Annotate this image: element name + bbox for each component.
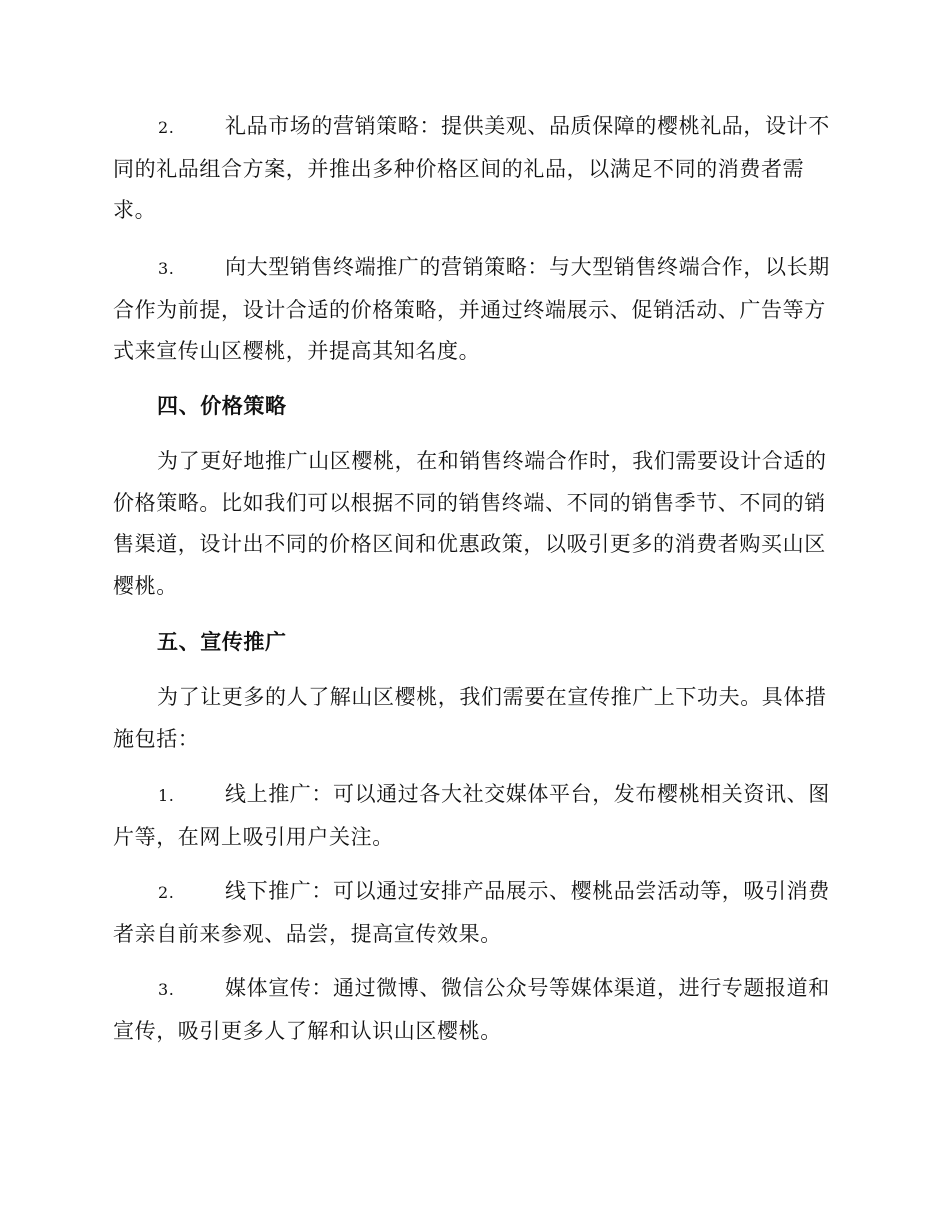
list-item-text: 媒体宣传：通过微博、微信公众号等媒体渠道，进行专题报道和宣传，吸引更多人了解和认识山区樱桃。 [113, 976, 830, 1043]
paragraph-promotion: 为了让更多的人了解山区樱桃，我们需要在宣传推广上下功夫。具体措施包括： [113, 685, 827, 751]
paragraph-pricing: 为了更好地推广山区樱桃，在和销售终端合作时，我们需要设计合适的价格策略。比如我们可以根据不同的销售终端、不同的销售季节、不同的销售渠道，设计出不同的价格区间和优惠政策，以吸引更多的消费者购买山区樱桃。 [113, 449, 827, 598]
list-item-text: 礼品市场的营销策略：提供美观、品质保障的樱桃礼品，设计不同的礼品组合方案，并推出多种价格区间的礼品，以满足不同的消费者需求。 [113, 114, 830, 222]
section-heading-pricing: 四、价格策略 [157, 393, 287, 418]
list-item-online-promotion [113, 774, 835, 858]
section-heading-promotion: 五、宣传推广 [157, 629, 287, 654]
list-item-text: 线上推广：可以通过各大社交媒体平台，发布樱桃相关资讯、图片等，在网上吸引用户关注。 [113, 782, 830, 849]
list-item-media-promotion [113, 968, 835, 1052]
list-item-terminal-marketing [113, 247, 835, 373]
list-item-gift-marketing [113, 106, 835, 232]
list-number: 2. [158, 883, 175, 902]
list-item-text: 向大型销售终端推广的营销策略：与大型销售终端合作，以长期合作为前提，设计合适的价格策略，并通过终端展示、促销活动、广告等方式来宣传山区樱桃，并提高其知名度。 [113, 255, 830, 363]
list-number: 2. [158, 118, 175, 137]
list-number: 1. [158, 786, 175, 805]
list-item-text: 线下推广：可以通过安排产品展示、樱桃品尝活动等，吸引消费者亲自前来参观、品尝，提高宣传效果。 [113, 879, 830, 946]
list-number: 3. [158, 980, 175, 999]
list-number: 3. [158, 259, 175, 278]
list-item-offline-promotion [113, 871, 835, 955]
